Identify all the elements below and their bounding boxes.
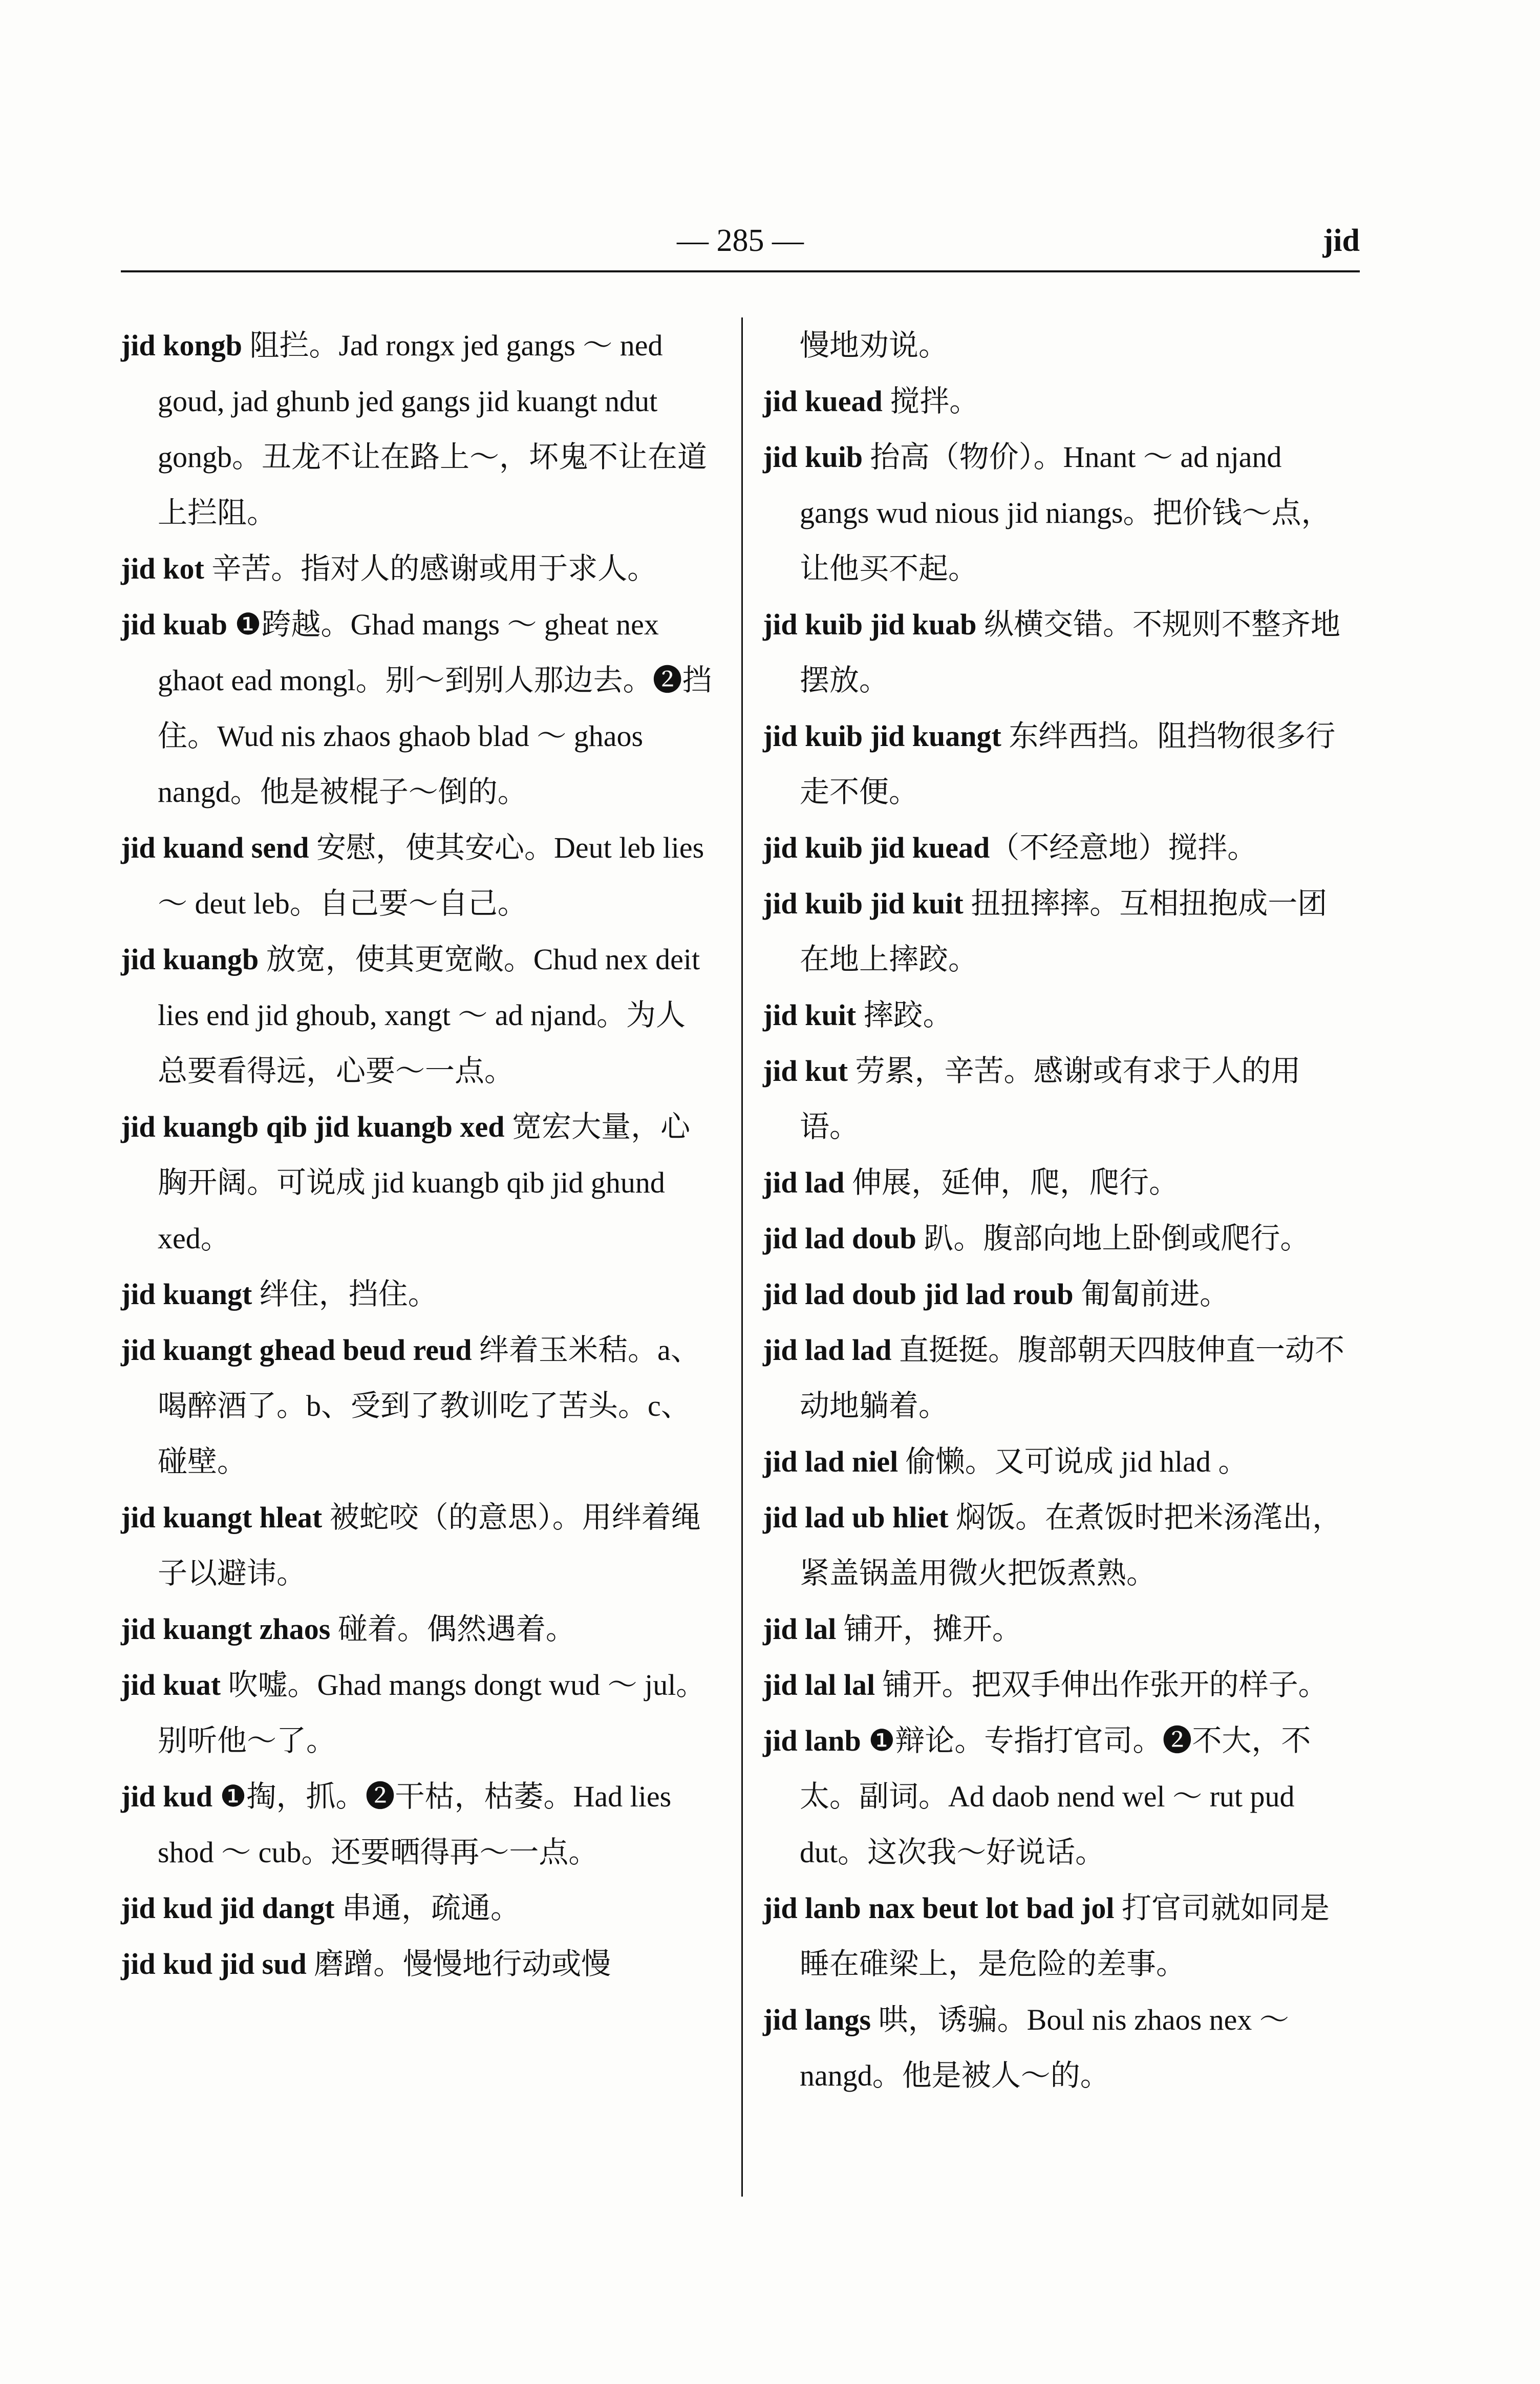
entry-definition: 绊住，挡住。 (252, 1278, 438, 1311)
entry-definition: 放宽，使其更宽敞。Chud nex deit lies end jid ghoub, xangt ～ ad njand。为人总要看得远，心要～一点。 (158, 943, 700, 1088)
entry-definition: 匍匐前进。 (1073, 1278, 1230, 1311)
entry-definition: 东绊西挡。阻挡物很多行走不便。 (800, 719, 1336, 808)
entry-headword: jid kud jid sud (121, 1947, 307, 1981)
entry-definition: （不经意地）搅拌。 (990, 831, 1257, 864)
entry-definition: 搅拌。 (882, 385, 979, 418)
entry-definition: ❶辩论。专指打官司。❷不大，不太。副词。Ad daob nend wel ～ rut pud dut。这次我～好说话。 (800, 1724, 1311, 1869)
entry-headword: jid kuangt ghead beud reud (121, 1333, 472, 1367)
entry-definition: 吹嘘。Ghad mangs dongt wud ～ jul。别听他～了。 (158, 1668, 706, 1757)
entry-headword: jid kuangt hleat (121, 1501, 323, 1534)
entry-definition: 趴。腹部向地上卧倒或爬行。 (916, 1222, 1310, 1255)
entry-definition: 宽宏大量，心胸开阔。可说成 jid kuangb qib jid ghund xed。 (158, 1110, 691, 1255)
dictionary-entry (763, 987, 1357, 1043)
entry-headword: jid kot (121, 552, 204, 585)
dictionary-entry (121, 597, 715, 820)
entry-headword: jid kuib jid kuangt (763, 719, 1001, 753)
dictionary-entry (121, 1936, 715, 1992)
dictionary-entry (121, 541, 715, 597)
entry-definition: 安慰，使其安心。Deut leb lies ～ deut leb。自己要～自己。 (158, 831, 704, 920)
dictionary-entry (763, 820, 1357, 876)
entry-headword: jid kud jid dangt (121, 1891, 335, 1925)
dictionary-entry (763, 1880, 1357, 1992)
entry-definition: 被蛇咬（的意思）。用绊着绳子以避讳。 (158, 1501, 701, 1590)
entry-definition: 摔跤。 (856, 998, 953, 1032)
dictionary-entry (121, 1489, 715, 1601)
entry-definition: 打官司就如同是睡在碓梁上，是危险的差事。 (800, 1891, 1330, 1981)
entry-definition: 抬高（物价）。Hnant ～ ad njand gangs wud nious jid niangs。把价钱～点，让他买不起。 (800, 440, 1331, 585)
entry-headword: jid kuib jid kuit (763, 887, 964, 920)
dictionary-entry (763, 429, 1357, 597)
dictionary-entry (763, 597, 1357, 708)
dictionary-entry (763, 1434, 1357, 1489)
entry-headword: jid kud (121, 1780, 212, 1813)
dictionary-entry (121, 1657, 715, 1769)
dictionary-entry (763, 1322, 1357, 1434)
dictionary-entry (121, 820, 715, 931)
dictionary-entry (763, 373, 1357, 429)
page-header (121, 215, 1360, 266)
dictionary-entry (121, 1601, 715, 1657)
dictionary-entry (763, 1657, 1357, 1713)
dictionary-entry (121, 317, 715, 541)
dictionary-entry (763, 1043, 1357, 1155)
entry-headword: jid lad doub (763, 1222, 916, 1255)
entry-definition: 铺开。把双手伸出作张开的样子。 (875, 1668, 1328, 1701)
entry-headword: jid kuib (763, 440, 863, 474)
dictionary-entry (121, 1322, 715, 1489)
header-rule (121, 270, 1360, 272)
entry-continuation (763, 317, 1357, 373)
dictionary-entry (763, 1266, 1357, 1322)
entry-headword: jid kongb (121, 329, 242, 362)
entry-definition: 碰着。偶然遇着。 (330, 1612, 575, 1646)
entry-definition: ❶掏，抓。❷干枯，枯萎。Had lies shod ～ cub。还要晒得再～一点。 (158, 1780, 672, 1869)
entry-definition: ❶跨越。Ghad mangs ～ gheat nex ghaot ead mongl。别～到别人那边去。❷挡住。Wud nis zhaos ghaob blad ～ ghaos nangd。他是被棍子～倒的。 (158, 608, 712, 808)
entry-definition: 铺开，摊开。 (836, 1612, 1022, 1646)
dictionary-entry (763, 1155, 1357, 1210)
entry-headword: jid lad ub hliet (763, 1501, 949, 1534)
dictionary-entry (763, 1601, 1357, 1657)
entry-headword: jid lal (763, 1612, 837, 1646)
entry-definition: 哄，诱骗。Boul nis zhaos nex ～ nangd。他是被人～的。 (800, 2003, 1289, 2092)
entry-definition: 直挺挺。腹部朝天四肢伸直一动不动地躺着。 (800, 1333, 1344, 1422)
entry-continuation-text: 慢地劝说。 (800, 329, 949, 362)
left-column (121, 317, 715, 1992)
entry-definition: 绊着玉米秸。a、喝醉酒了。b、受到了教训吃了苦头。c、碰壁。 (158, 1333, 700, 1478)
entry-headword: jid kuab (121, 608, 227, 641)
entry-headword: jid lal lal (763, 1668, 875, 1701)
right-column (763, 317, 1357, 2103)
entry-headword: jid kuit (763, 998, 857, 1032)
entry-headword: jid kuangt (121, 1278, 252, 1311)
entry-headword: jid kuand send (121, 831, 309, 864)
dictionary-entry (763, 708, 1357, 820)
entry-headword: jid lanb (763, 1724, 861, 1757)
entry-headword: jid lanb nax beut lot bad jol (763, 1891, 1115, 1925)
entry-headword: jid kut (763, 1054, 848, 1088)
entry-definition: 串通，疏通。 (334, 1891, 520, 1925)
column-divider (741, 317, 743, 2197)
dictionary-entry (121, 1266, 715, 1322)
dictionary-entry (121, 1880, 715, 1936)
page-number: — 285 — (677, 223, 804, 258)
entry-headword: jid lad (763, 1166, 845, 1199)
entry-definition: 扭扭摔摔。互相扭抱成一团在地上摔跤。 (800, 887, 1328, 976)
entry-headword: jid lad lad (763, 1333, 892, 1367)
entry-headword: jid kuat (121, 1668, 221, 1701)
entry-headword: jid lad niel (763, 1445, 899, 1478)
entry-definition: 辛苦。指对人的感谢或用于求人。 (204, 552, 657, 585)
dictionary-entry (121, 1099, 715, 1266)
entry-definition: 纵横交错。不规则不整齐地摆放。 (800, 608, 1341, 697)
entry-definition: 焖饭。在煮饭时把米汤滗出，紧盖锅盖用微火把饭煮熟。 (800, 1501, 1342, 1590)
entry-definition: 伸展，延伸，爬，爬行。 (844, 1166, 1179, 1199)
entry-headword: jid langs (763, 2003, 871, 2036)
entry-definition: 劳累，辛苦。感谢或有求于人的用语。 (800, 1054, 1301, 1143)
entry-definition: 偷懒。又可说成 jid hlad 。 (898, 1445, 1248, 1478)
entry-definition: 阻拦。Jad rongx jed gangs ～ ned goud, jad ghunb jed gangs jid kuangt ndut gongb。丑龙不让在路上～，坏鬼不让在道上拦阻。 (158, 329, 708, 529)
guide-word: jid (1322, 223, 1360, 258)
entry-headword: jid kuangt zhaos (121, 1612, 331, 1646)
dictionary-entry (763, 876, 1357, 987)
entry-headword: jid lad doub jid lad roub (763, 1278, 1074, 1311)
entry-headword: jid kuangb qib jid kuangb xed (121, 1110, 505, 1143)
dictionary-entry (763, 1713, 1357, 1880)
dictionary-entry (763, 1992, 1357, 2103)
dictionary-entry (121, 931, 715, 1099)
entry-headword: jid kuib jid kuab (763, 608, 977, 641)
entry-definition: 磨蹭。慢慢地行动或慢 (306, 1947, 611, 1981)
dictionary-entry (763, 1489, 1357, 1601)
entry-headword: jid kuangb (121, 943, 259, 976)
entry-headword: jid kuead (763, 385, 883, 418)
dictionary-entry (763, 1210, 1357, 1266)
dictionary-entry (121, 1769, 715, 1880)
entry-headword: jid kuib jid kuead (763, 831, 990, 864)
